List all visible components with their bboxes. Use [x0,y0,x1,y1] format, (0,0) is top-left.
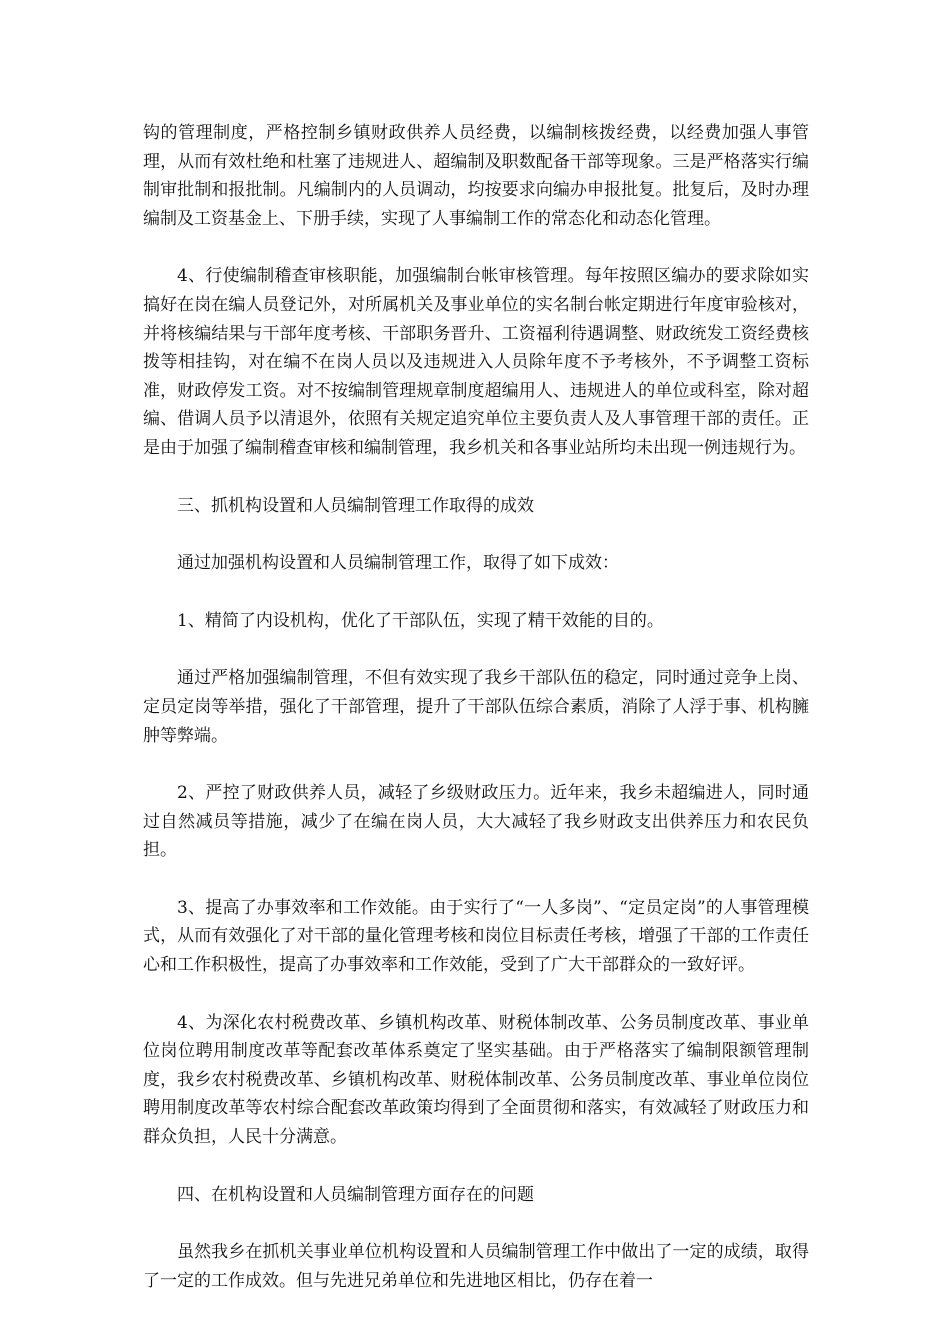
document-page [143,119,809,1324]
paragraph-item-4-audit: 4、行使编制稽查审核职能，加强编制台帐审核管理。每年按照区编办的要求除如实搞好在岗在编人员登记外，对所属机关及事业单位的实名制台帐定期进行年度审验核对，并将核编结果与干部年度考核、干部职务晋升、工资福利待遇调整、财政统发工资经费核拨等相挂钩，对在编不在岗人员以及违规进入人员除年度不予考核外，不予调整工资标准，财政停发工资。对不按编制管理规章制度超编用人、违规进人的单位或科室，除对超编、借调人员予以清退外，依照有关规定追究单位主要负责人及人事管理干部的责任。正是由于加强了编制稽查审核和编制管理，我乡机关和各事业站所均未出现一例违规行为。 [143,266,809,458]
paragraph-result-3: 3、提高了办事效率和工作效能。由于实行了“一人多岗”、“定员定岗”的人事管理模式，从而有效强化了对干部的量化管理考核和岗位目标责任考核，增强了干部的工作责任心和工作积极性，提高了办事效率和工作效能，受到了广大干部群众的一致好评。 [143,897,809,976]
section-heading-4: 四、在机构设置和人员编制管理方面存在的问题 [177,1184,534,1205]
section-heading-3: 三、抓机构设置和人员编制管理工作取得的成效 [177,495,534,516]
paragraph-result-4: 4、为深化农村税费改革、乡镇机构改革、财税体制改革、公务员制度改革、事业单位岗位聘用制度改革等配套改革体系奠定了坚实基础。由于严格落实了编制限额管理制度，我乡农村税费改革、乡镇机构改革、财税体制改革、公务员制度改革、事业单位岗位聘用制度改革等农村综合配套改革政策均得到了全面贯彻和落实，有效减轻了财政压力和群众负担，人民十分满意。 [143,1012,809,1148]
paragraph-problems-intro: 虽然我乡在抓机关事业单位机构设置和人员编制管理工作中做出了一定的成绩，取得了一定的工作成效。但与先进兄弟单位和先进地区相比，仍存在着一 [143,1242,809,1291]
paragraph-continuation: 钩的管理制度，严格控制乡镇财政供养人员经费，以编制核拨经费，以经费加强人事管理，从而有效杜绝和杜塞了违规进人、超编制及职数配备干部等现象。三是严格落实行编制审批制和报批制。凡编制内的人员调动，均按要求向编办申报批复。批复后，及时办理编制及工资基金上、下册手续，实现了人事编制工作的常态化和动态化管理。 [143,123,809,229]
paragraph-result-1-body: 通过严格加强编制管理，不但有效实现了我乡干部队伍的稳定，同时通过竞争上岗、定员定岗等举措，强化了干部管理，提升了干部队伍综合素质，消除了人浮于事、机构臃肿等弊端。 [143,668,809,746]
paragraph-result-1-title: 1、精简了内设机构，优化了干部队伍，实现了精干效能的目的。 [177,610,664,631]
paragraph-result-2: 2、严控了财政供养人员，减轻了乡级财政压力。近年来，我乡未超编进人，同时通过自然减员等措施，减少了在编在岗人员，大大减轻了我乡财政支出供养压力和农民负担。 [143,783,809,861]
paragraph-intro-results: 通过加强机构设置和人员编制管理工作，取得了如下成效： [177,553,619,574]
